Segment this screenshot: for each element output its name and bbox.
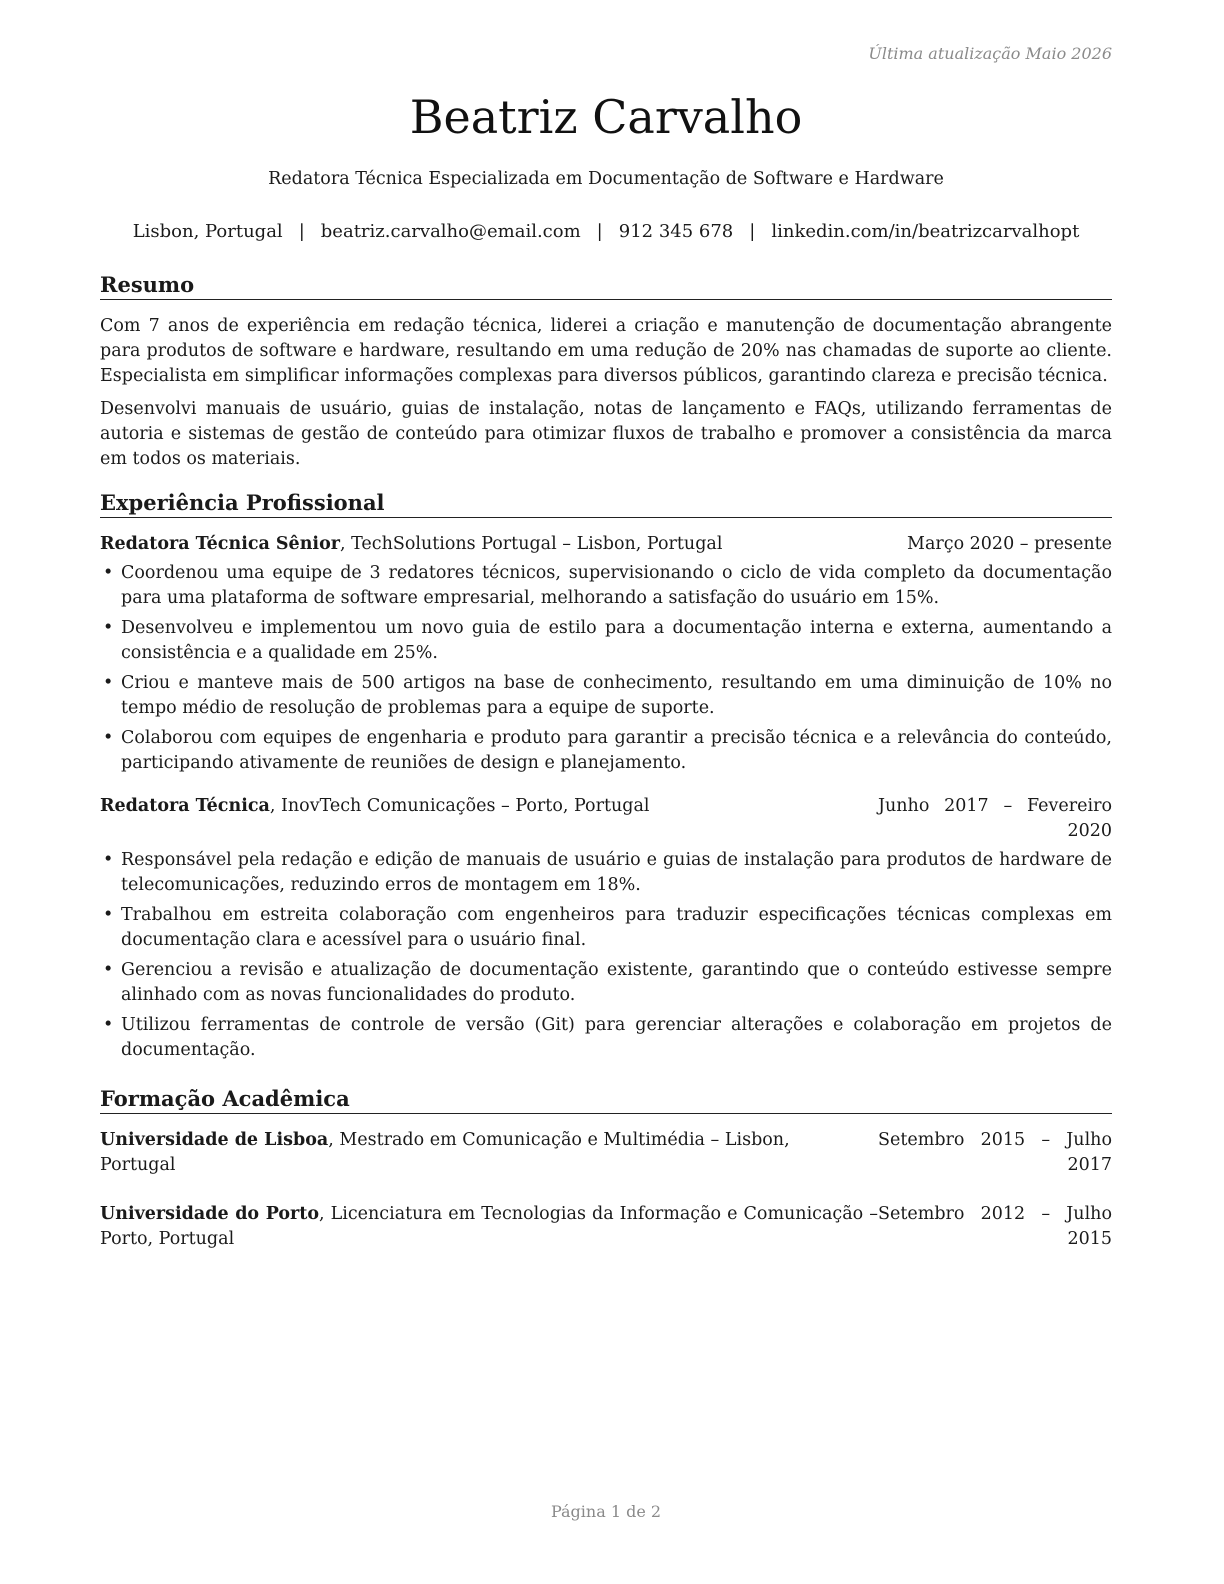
job-role: Redatora Técnica — [100, 796, 270, 816]
education-dates: Setembro 2012 – Julho 2015 — [878, 1204, 1112, 1249]
bullet-icon: • — [103, 1015, 114, 1035]
list-item: • Responsável pela redação e edição de manuais de usuário e guias de instalação para produtos de hardware de telecomunicações, reduzindo erros de montagem em 18%. — [103, 850, 1112, 895]
job-dates: Junho 2017 – Fevereiro 2020 — [878, 796, 1112, 841]
section-title-experience: Experiência Profissional — [100, 490, 1112, 518]
resume-page — [100, 0, 1112, 1584]
contact-separator: | — [749, 221, 756, 242]
section-title-summary: Resumo — [100, 272, 1112, 300]
list-item: • Trabalhou em estreita colaboração com engenheiros para traduzir especificações técnicas complexas em documentação clara e acessível para o usuário final. — [103, 905, 1112, 950]
summary-paragraph: Com 7 anos de experiência em redação técnica, liderei a criação e manutenção de documentação abrangente para produtos de software e hardware, resultando em uma redução de 20% nas chamadas de suporte ao cliente. Especialista em simplificar informações complexas para diversos públicos, garantindo clareza e precisão técnica. — [100, 316, 1112, 386]
section-title-education: Formação Acadêmica — [100, 1086, 1112, 1114]
list-item: • Criou e manteve mais de 500 artigos na base de conhecimento, resultando em uma diminuição de 10% no tempo médio de resolução de problemas para a equipe de suporte. — [103, 673, 1112, 718]
list-item: • Coordenou uma equipe de 3 redatores técnicos, supervisionando o ciclo de vida completo da documentação para uma plataforma de software empresarial, melhorando a satisfação do usuário em 15%. — [103, 563, 1112, 608]
job-entry — [100, 532, 1112, 776]
job-company: , InovTech Comunicações – Porto, Portugal — [269, 796, 650, 816]
education-section — [100, 1086, 1112, 1252]
education-dates: Setembro 2015 – Julho 2017 — [878, 1130, 1112, 1175]
bullet-icon: • — [103, 673, 114, 693]
bullet-icon: • — [103, 563, 114, 583]
contact-phone[interactable]: 912 345 678 — [618, 221, 734, 242]
bullet-icon: • — [103, 905, 114, 925]
job-header — [100, 532, 1112, 557]
summary-paragraph: Desenvolvi manuais de usuário, guias de instalação, notas de lançamento e FAQs, utilizando ferramentas de autoria e sistemas de gestão de conteúdo para otimizar fluxos de trabalho e promover a consistência da marca em todos os materiais. — [100, 399, 1112, 469]
professional-headline: Redatora Técnica Especializada em Documentação de Software e Hardware — [268, 169, 944, 189]
contact-email[interactable]: beatriz.carvalho@email.com — [320, 221, 581, 242]
education-degree: , Mestrado em Comunicação e Multimédia – Lisbon, Portugal — [100, 1130, 790, 1175]
page-number: Página 1 de 2 — [550, 1502, 662, 1521]
contact-location: Lisbon, Portugal — [132, 221, 283, 242]
contact-separator: | — [596, 221, 603, 242]
bullet-icon: • — [103, 618, 114, 638]
job-header — [100, 794, 1112, 844]
job-bullets — [100, 561, 1112, 776]
education-school: Universidade de Lisboa — [100, 1130, 329, 1150]
education-school: Universidade do Porto — [100, 1204, 320, 1224]
job-bullets — [100, 848, 1112, 1063]
job-dates: Março 2020 – presente — [907, 534, 1112, 554]
contact-linkedin[interactable]: linkedin.com/in/beatrizcarvalhopt — [771, 221, 1080, 242]
education-entry — [100, 1128, 1112, 1178]
job-role: Redatora Técnica Sênior — [100, 534, 340, 554]
experience-section — [100, 490, 1112, 1068]
bullet-icon: • — [103, 850, 114, 870]
list-item: • Desenvolveu e implementou um novo guia de estilo para a documentação interna e externa, aumentando a consistência e a qualidade em 25%. — [103, 618, 1112, 663]
contact-separator: | — [298, 221, 305, 242]
education-degree: , Licenciatura em Tecnologias da Informação e Comunicação – Porto, Portugal — [100, 1204, 878, 1249]
education-entry — [100, 1202, 1112, 1252]
summary-section — [100, 272, 1112, 480]
list-item: • Gerenciou a revisão e atualização de documentação existente, garantindo que o conteúdo estivesse sempre alinhado com as novas funcionalidades do produto. — [103, 960, 1112, 1005]
bullet-icon: • — [103, 728, 114, 748]
list-item: • Utilizou ferramentas de controle de versão (Git) para gerenciar alterações e colaboração em projetos de documentação. — [103, 1015, 1112, 1060]
job-entry — [100, 794, 1112, 1063]
contact-line — [100, 218, 1112, 246]
candidate-name: Beatriz Carvalho — [409, 90, 803, 144]
last-updated-note: Última atualização Maio 2026 — [868, 44, 1112, 63]
list-item: • Colaborou com equipes de engenharia e produto para garantir a precisão técnica e a relevância do conteúdo, participando ativamente de reuniões de design e planejamento. — [103, 728, 1112, 773]
bullet-icon: • — [103, 960, 114, 980]
job-company: , TechSolutions Portugal – Lisbon, Portugal — [339, 534, 723, 554]
